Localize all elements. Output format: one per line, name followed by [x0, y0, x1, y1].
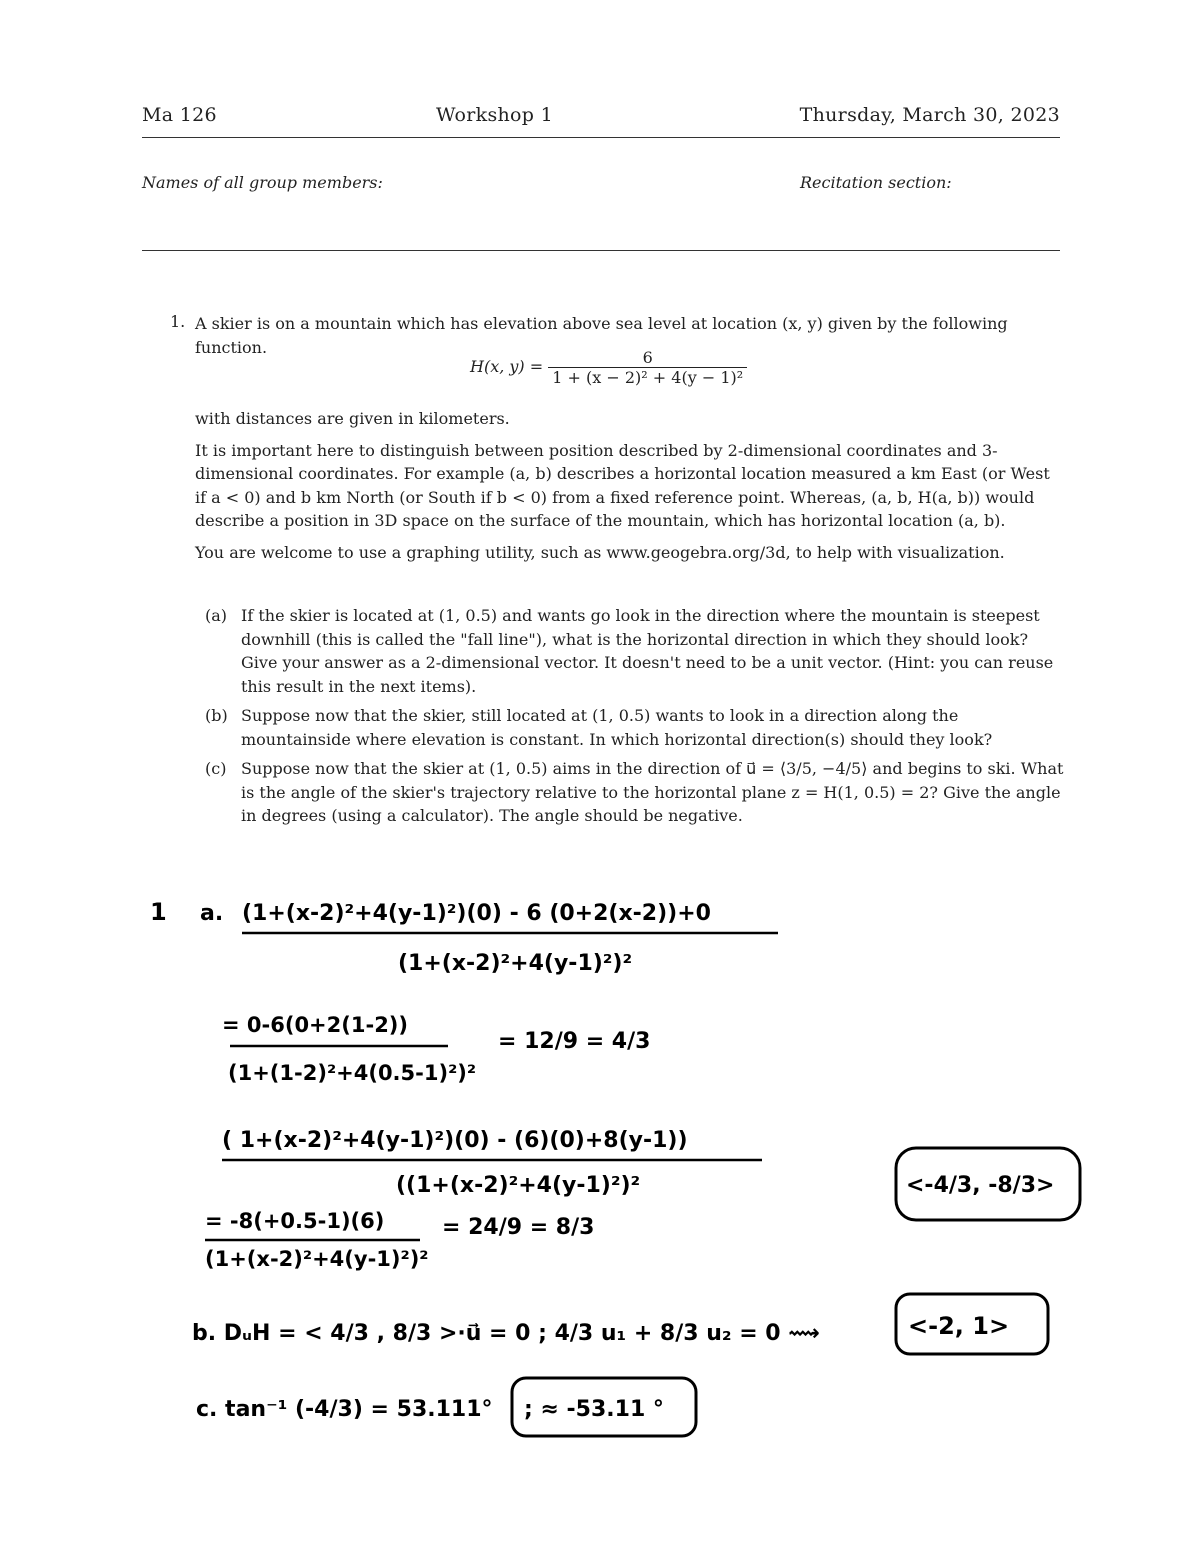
- hw-problem-number: 1: [150, 898, 167, 926]
- course-code: Ma 126: [142, 104, 217, 126]
- hw-a-answer: <-4/3, -8/3>: [906, 1173, 1055, 1198]
- hw-b-line: b. DᵤH = < 4/3 , 8/3 >·u⃗ = 0 ; 4/3 u₁ + 8/3 u₂ = 0 ⟿: [192, 1321, 820, 1346]
- part-c-label: (c): [205, 759, 227, 778]
- hw-a-den3: ((1+(x-2)²+4(y-1)²)²: [396, 1173, 641, 1198]
- part-a-text: If the skier is located at (1, 0.5) and wants go look in the direction where the mountain is steepest downhill (this is called the "fall line"), what is the horizontal direction in which they should look? Give your answer as a 2-dimensional vector. It doesn't need to be a unit vector. (Hint: you can reuse this result in the next items).: [241, 606, 1054, 696]
- utility-paragraph: You are welcome to use a graphing utility, such as www.geogebra.org/3d, to help with visualization.: [195, 542, 1005, 562]
- hw-a-den4: (1+(x-2)²+4(y-1)²)²: [205, 1247, 429, 1271]
- hw-c-answer: ; ≈ -53.11 °: [524, 1397, 664, 1422]
- equation-numerator: 6: [548, 348, 747, 368]
- problem-intro: A skier is on a mountain which has elevation above sea level at location (x, y) given by the following function.: [195, 314, 1008, 357]
- section-label: Recitation section:: [800, 173, 952, 192]
- hw-a-num3: ( 1+(x-2)²+4(y-1)²)(0) - (6)(0)+8(y-1)): [222, 1128, 688, 1153]
- hw-a-num4: = -8(+0.5-1)(6): [205, 1209, 385, 1233]
- equation-denominator: 1 + (x − 2)² + 4(y − 1)²: [552, 368, 744, 387]
- workshop-title: Workshop 1: [436, 104, 553, 126]
- hw-c-line: c. tan⁻¹ (-4/3) = 53.111°: [196, 1397, 493, 1422]
- names-label: Names of all group members:: [142, 173, 383, 192]
- part-c-text: Suppose now that the skier at (1, 0.5) aims in the direction of u⃗ = ⟨3/5, −4/5⟩ and begins to ski. What is the angle of the skier's trajectory relative to the horizontal plane z = H(1, 0.5) = 2? Give the angle in degrees (using a calculator). The angle should be negative.: [241, 759, 1064, 825]
- part-b-text: Suppose now that the skier, still located at (1, 0.5) wants to look in a direction along the mountainside where elevation is constant. In which horizontal direction(s) should they look?: [241, 706, 993, 749]
- hw-a-den1: (1+(x-2)²+4(y-1)²)²: [398, 951, 633, 976]
- coords-paragraph: It is important here to distinguish between position described by 2-dimensional coordinates and 3-dimensional coordinates. For example (a, b) describes a horizontal location measured a km East (or West if a < 0) and b km North (or South if b < 0) from a fixed reference point. Whereas, (a, b, H(a, b)) would describe a position in 3D space on the surface of the mountain, which has horizontal location (a, b).: [195, 440, 1050, 530]
- part-b-label: (b): [205, 706, 228, 725]
- hw-a-res4: = 24/9 = 8/3: [442, 1215, 595, 1240]
- hw-a-den2: (1+(1-2)²+4(0.5-1)²)²: [228, 1061, 477, 1085]
- header-date: Thursday, March 30, 2023: [799, 104, 1060, 126]
- equation-lhs: H(x, y) =: [470, 357, 544, 376]
- hw-b-answer: <-2, 1>: [908, 1312, 1010, 1340]
- problem-number: 1.: [170, 312, 186, 331]
- hw-a-label: a.: [200, 901, 224, 926]
- part-a-label: (a): [205, 606, 228, 625]
- units-text: with distances are given in kilometers.: [195, 409, 510, 428]
- hw-a-num2: = 0-6(0+2(1-2)): [222, 1013, 408, 1037]
- hw-a-res2: = 12/9 = 4/3: [498, 1029, 651, 1054]
- hw-a-num1: (1+(x-2)²+4(y-1)²)(0) - 6 (0+2(x-2))+0: [242, 901, 711, 926]
